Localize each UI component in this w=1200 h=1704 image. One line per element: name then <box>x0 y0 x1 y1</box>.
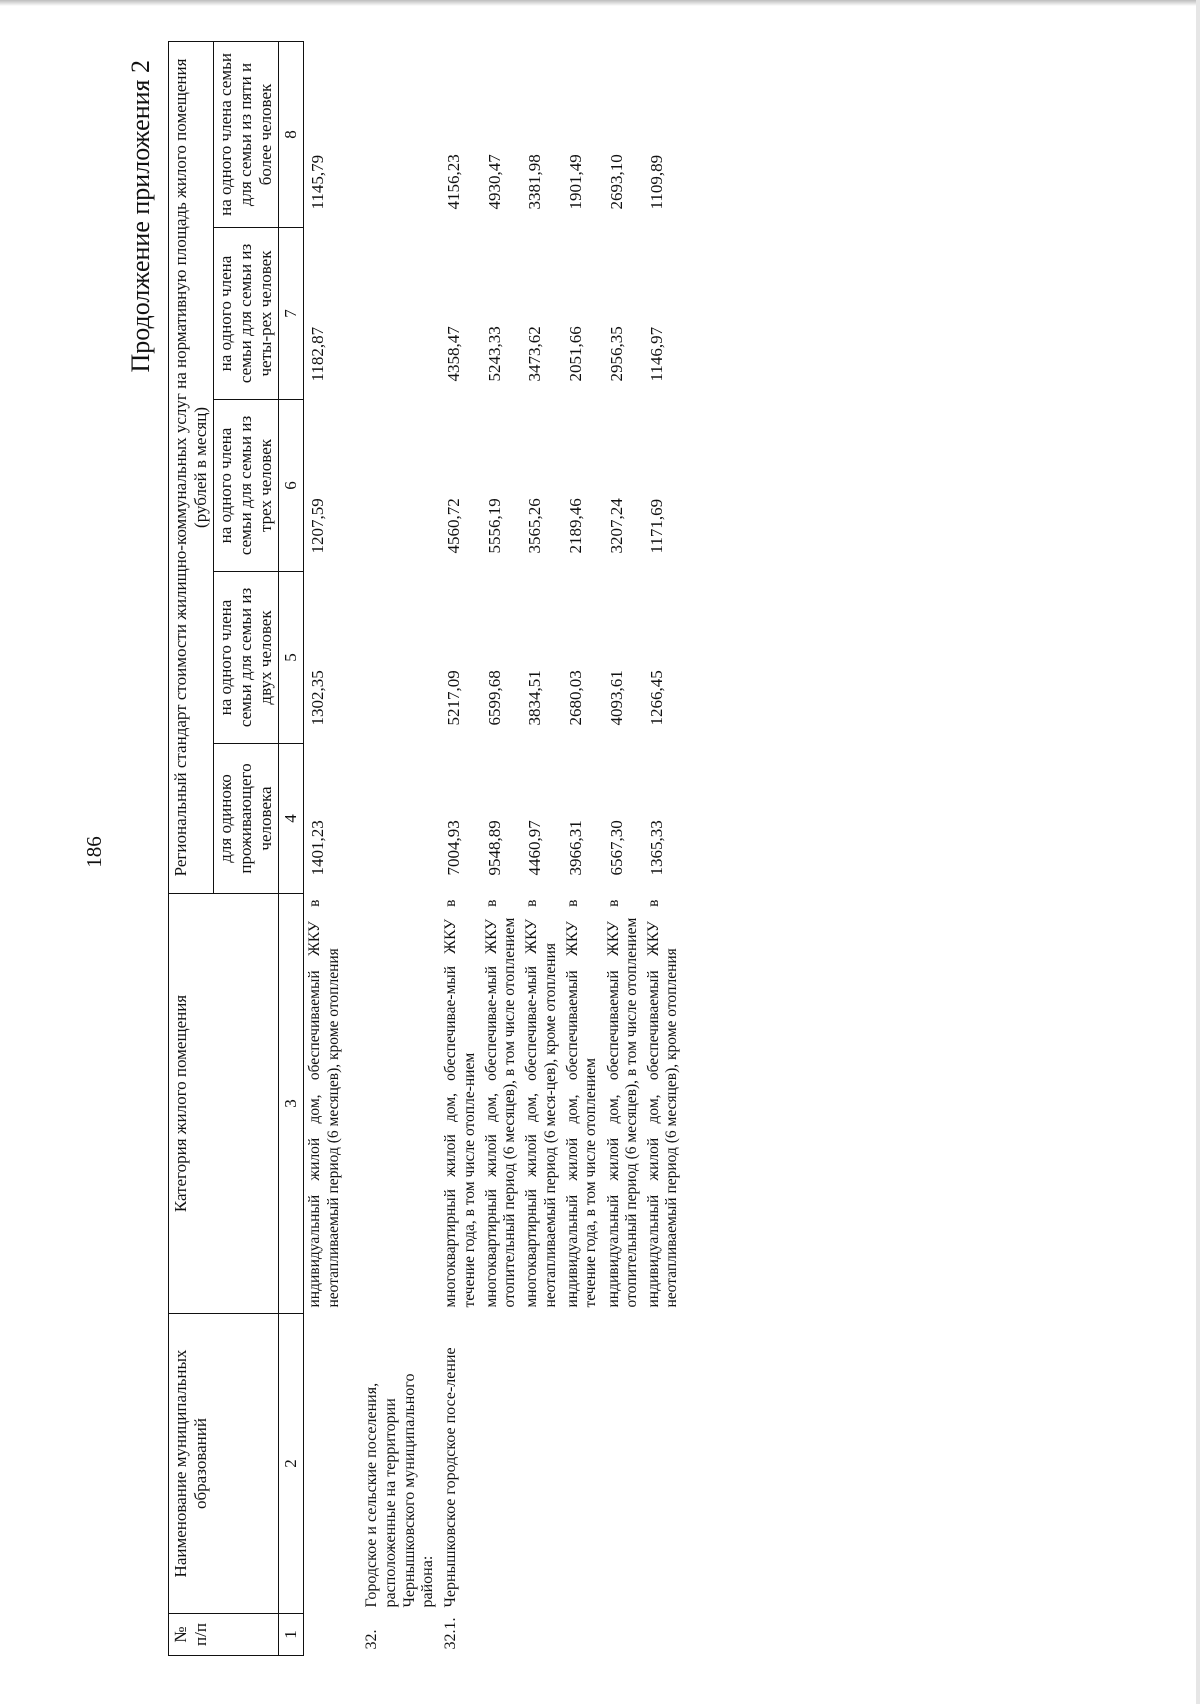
value-single-person: 4460,97 <box>525 820 545 876</box>
value-single-person: 1365,33 <box>647 820 667 876</box>
value-family-of-two: 2680,03 <box>566 670 586 726</box>
value-family-of-four <box>345 228 441 400</box>
value-family-of-four: 1182,87 <box>308 326 328 382</box>
value-family-of-five-plus: 2693,10 <box>606 154 626 210</box>
value-family-of-four: 4358,47 <box>444 326 464 382</box>
municipality-name <box>643 1314 684 1614</box>
row-index <box>521 1614 562 1656</box>
municipality-name <box>562 1314 603 1614</box>
header-family-of-five-plus: на одного члена семьи для семьи из пяти и более человек <box>214 41 279 227</box>
header-municipality: Наименование муниципальных образований <box>169 1314 279 1614</box>
header-regional-standard: Региональный стандарт стоимости жилищно-коммунальных услуг на нормативную площадь жилого помещения (рублей в месяц) <box>169 41 214 893</box>
value-family-of-two: 6599,68 <box>484 670 504 726</box>
municipality-name: Чернышковское городское посе-ление <box>442 1347 460 1608</box>
value-family-of-two: 1266,45 <box>647 670 667 726</box>
value-family-of-four: 2956,35 <box>606 326 626 382</box>
header-single-person: для одиноко проживающего человека <box>214 744 279 894</box>
value-family-of-five-plus: 4930,47 <box>484 154 504 210</box>
housing-category: индивидуальный жилой дом, обеспечиваемый ЖКУ в отопительный период (6 месяцев), в том числе отоплением <box>604 899 640 1308</box>
value-family-of-three: 2189,46 <box>566 498 586 554</box>
value-family-of-three: 1207,59 <box>308 498 328 554</box>
value-family-of-four: 1146,97 <box>647 326 667 382</box>
row-index <box>603 1614 644 1656</box>
housing-category: многоквартирный жилой дом, обеспечивае-мый ЖКУ в отопительный период (6 месяцев), в том числе отоплением <box>482 899 519 1308</box>
housing-category: индивидуальный жилой дом, обеспечиваемый ЖКУ в неотапливаемый период (6 месяцев), кроме отопления <box>306 899 342 1308</box>
value-single-person <box>345 744 441 894</box>
value-single-person: 1401,23 <box>308 820 328 876</box>
table-row <box>481 41 522 1655</box>
table-row <box>643 41 684 1655</box>
column-number: 4 <box>279 744 304 894</box>
value-single-person: 6567,30 <box>606 820 626 876</box>
value-family-of-five-plus: 1901,49 <box>566 154 586 210</box>
municipality-name: Городское и сельские поселения, расположенные на территории Чернышковского муниципального района: <box>362 1373 437 1608</box>
row-index <box>481 1614 522 1656</box>
municipality-name <box>521 1314 562 1614</box>
column-number: 5 <box>279 572 304 744</box>
standards-table <box>168 41 684 1656</box>
value-family-of-two: 4093,61 <box>606 670 626 726</box>
value-family-of-two: 3834,51 <box>525 670 545 726</box>
municipality-name <box>481 1314 522 1614</box>
column-number: 8 <box>279 41 304 227</box>
row-index <box>643 1614 684 1656</box>
column-number: 7 <box>279 228 304 400</box>
header-no: № п/п <box>169 1614 279 1656</box>
municipality-name <box>603 1314 644 1614</box>
value-family-of-five-plus: 1145,79 <box>308 154 328 210</box>
row-index <box>562 1614 603 1656</box>
value-family-of-three: 5556,19 <box>484 498 504 554</box>
value-family-of-four: 5243,33 <box>484 326 504 382</box>
header-family-of-four: на одного члена семьи для семьи из четы-рех человек <box>214 228 279 400</box>
value-family-of-five-plus: 1109,89 <box>647 154 667 210</box>
table-row <box>603 41 644 1655</box>
column-number-row <box>279 41 304 1655</box>
housing-category <box>345 894 441 1314</box>
table-row <box>440 41 481 1655</box>
table-row <box>304 41 345 1655</box>
value-single-person: 9548,89 <box>484 820 504 876</box>
value-family-of-two <box>345 572 441 744</box>
table-row <box>521 41 562 1655</box>
value-family-of-five-plus: 3381,98 <box>525 154 545 210</box>
column-number: 1 <box>279 1614 304 1656</box>
housing-category: индивидуальный жилой дом, обеспечиваемый ЖКУ в течение года, в том числе отоплением <box>564 899 600 1308</box>
row-index: 32. <box>362 1629 380 1650</box>
housing-category: многоквартирный жилой дом, обеспечивае-мый ЖКУ в неотапливаемый период (6 меся-цев), кроме отопления <box>523 899 559 1308</box>
value-single-person: 7004,93 <box>444 820 464 876</box>
column-number: 2 <box>279 1314 304 1614</box>
column-number: 6 <box>279 400 304 572</box>
row-index: 32.1. <box>442 1617 460 1650</box>
housing-category: многоквартирный жилой дом, обеспечивае-мый ЖКУ в течение года, в том числе отопле-нием <box>442 899 478 1308</box>
housing-category: индивидуальный жилой дом, обеспечиваемый ЖКУ в неотапливаемый период (6 месяцев), кроме отопления <box>645 899 681 1308</box>
value-family-of-two: 1302,35 <box>308 670 328 726</box>
header-category: Категория жилого помещения <box>169 894 279 1314</box>
value-family-of-three: 3565,26 <box>525 498 545 554</box>
value-family-of-two: 5217,09 <box>444 670 464 726</box>
appendix-caption: Продолжение приложения 2 <box>126 60 155 373</box>
value-single-person: 3966,31 <box>566 820 586 876</box>
column-number: 3 <box>279 894 304 1314</box>
header-family-of-two: на одного члена семьи для семьи из двух человек <box>214 572 279 744</box>
value-family-of-five-plus <box>345 41 441 227</box>
table-row <box>345 41 441 1655</box>
value-family-of-five-plus: 4156,23 <box>444 154 464 210</box>
header-family-of-three: на одного члена семьи для семьи из трех человек <box>214 400 279 572</box>
value-family-of-three: 1171,69 <box>647 498 667 554</box>
page-number: 186 <box>82 836 106 868</box>
value-family-of-three: 3207,24 <box>606 498 626 554</box>
value-family-of-four: 2051,66 <box>566 326 586 382</box>
value-family-of-four: 3473,62 <box>525 326 545 382</box>
value-family-of-three: 4560,72 <box>444 498 464 554</box>
row-index <box>304 1614 345 1656</box>
value-family-of-three <box>345 400 441 572</box>
municipality-name <box>304 1314 345 1614</box>
table-row <box>562 41 603 1655</box>
